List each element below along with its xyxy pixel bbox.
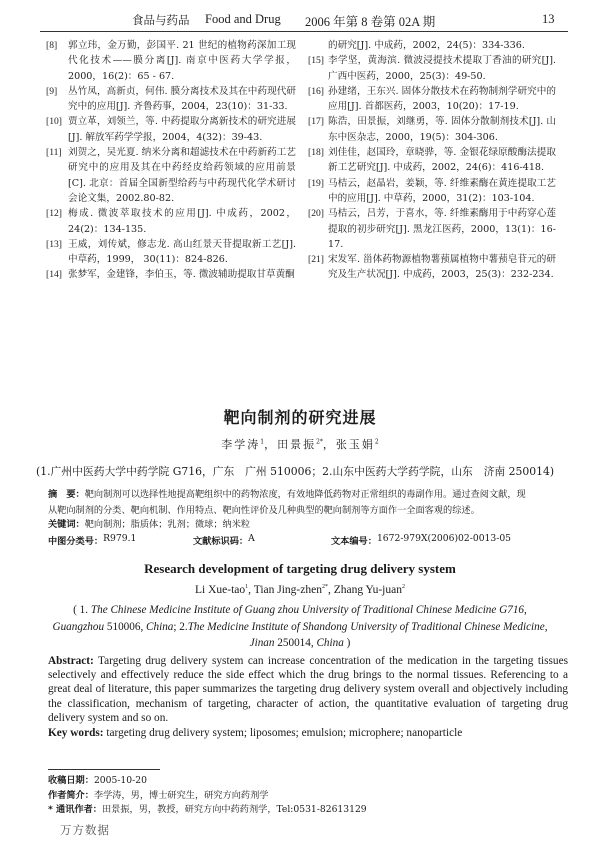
reference-item (48, 267, 296, 282)
author-bio-label: 作者简介： (48, 789, 94, 801)
author-affiliation-mark: 2 (401, 584, 405, 591)
reference-number: [14] (46, 269, 62, 281)
reference-number: [21] (308, 254, 324, 266)
reference-text: 马桔云，赵晶岩，姜颖，等. 纤维素酶在黄连提取工艺中的应用[J]. 中草药，2000，31(2)：103-104. (328, 177, 556, 204)
author-name: 田景振 (277, 438, 317, 451)
city-2: Jinan (249, 637, 275, 649)
doc-code: A (248, 533, 255, 544)
abstract-en (48, 654, 568, 725)
reference-text: 贾立革，刘领兰，等. 中药提取分离新技术的研究进展[J]. 解放军药学学报，2004，4(32)：39-43. (68, 116, 296, 143)
author-affiliation-mark: 2* (321, 584, 328, 591)
reference-text: 宋发军. 甾体药物源植物薯蓣属植物中薯蓣皂苷元的研究及生产状况[J]. 中成药，2003，25(3)：232-234. (328, 254, 556, 281)
reference-item (48, 206, 296, 237)
reference-number: [10] (46, 116, 62, 128)
abstract-cn (48, 487, 568, 518)
abstract-cn-label: 摘 要： (48, 489, 85, 500)
corresponding-author: 田景振，男，教授，研究方向中药药剂学，Tel:0531-82613129 (101, 804, 367, 815)
abstract-en-label: Abstract: (48, 655, 94, 667)
page-number: 13 (542, 12, 555, 26)
authors-en (0, 584, 600, 596)
reference-text: 丛竹凤，高新贞，何伟. 膜分离技术及其在中药现代研究中的应用[J]. 齐鲁药事，2004，23(10)：31-33. (68, 85, 296, 113)
reference-item (48, 38, 296, 84)
author-name: Zhang Yu-juan (333, 584, 402, 596)
article-number-label: 文本编号： (331, 536, 377, 547)
reference-text: 梅成. 微波萃取技术的应用[J]. 中成药，2002，24(2)：134-135. (68, 208, 296, 235)
journal-name-cn: 食品与药品 (132, 13, 190, 27)
footnotes (48, 774, 568, 818)
affiliation-cn: (1.广州中医药大学中药学院 G716，广东 广州 510006；2.山东中医药大学药学院，山东 济南 250014) (36, 465, 555, 478)
article-number: 1672-979X(2006)02-0013-05 (376, 533, 512, 544)
reference-number: [17] (308, 116, 324, 128)
reference-text: 刘贺之，吴光夏. 纳米分离和超滤技术在中药新药工艺研究中的应用及其在中药经皮给药领域的应用前景[C]. 北京：首届全国新型给药与中药现代化学术研讨会论文集，2002.80-82. (68, 147, 296, 204)
running-header (40, 10, 560, 38)
institution-1: The Chinese Medicine Institute of Guang zhou University of Traditional Chinese Medicine G716, (90, 604, 527, 616)
author-bio-row (48, 789, 568, 804)
author-name: 张玉娟 (335, 438, 375, 451)
journal-name-en: Food and Drug (205, 12, 281, 26)
author-separator: ， (322, 438, 336, 451)
reference-item (308, 53, 556, 84)
reference-number: [8] (46, 40, 58, 51)
author-separator: , (327, 584, 334, 596)
country-2: China (316, 637, 344, 649)
reference-item (48, 145, 296, 206)
reference-text: 陈浩，田景振，刘继勇，等. 固体分散制剂技术[J]. 山东中医杂志，2000，19(5)：304-306. (328, 116, 556, 143)
reference-text: 的研究[J]. 中成药，2002，24(5)：334-336. (328, 40, 525, 51)
received-date-row (48, 774, 568, 789)
author-name: Li Xue-tao (195, 584, 246, 596)
reference-item (308, 38, 556, 53)
affiliation-open-paren: ( 1. (73, 604, 91, 616)
keywords-en-text: targeting drug delivery system; liposomes; emulsion; microphere; nanoparticle (106, 727, 463, 739)
author-bio: 李学涛，男，博士研究生，研究方向药剂学 (93, 789, 269, 801)
corresponding-label: * 通讯作者： (48, 804, 102, 815)
footnote-divider (48, 769, 160, 770)
reference-item (48, 84, 296, 115)
keywords-cn-label: 关键词： (48, 519, 85, 530)
abstract-en-text: Targeting drug delivery system can increase concentration of the medication in the targeting tissues selectively and effectively reduce the side effect which the drug brings to the normal tissues. Referencing to a great deal of literature, this paper summarizes the targeting drug delivery system overall and objectively including the classification, mechanism of targeting, character of action, the quantitative evaluation of targeting drug delivery system and so on. (48, 655, 568, 724)
author-name: Tian Jing-zhen (253, 584, 322, 596)
header-divider (40, 31, 568, 32)
article-title-cn: 靶向制剂的研究进展 (223, 408, 377, 427)
keywords-en-label: Key words: (48, 727, 104, 739)
reference-number: [11] (46, 147, 62, 159)
zip-2: 250014, (274, 637, 317, 649)
reference-number: [20] (308, 208, 324, 220)
received-label: 收稿日期： (48, 775, 94, 786)
corresponding-author-row (48, 803, 568, 818)
reference-number: [16] (308, 85, 324, 97)
institution-2: The Medicine Institute of Shandong University of Traditional Chinese Medicine, (187, 620, 548, 633)
reference-item (308, 114, 556, 145)
keywords-cn-text: 靶向制剂；脂质体；乳剂；微球；纳米粒 (84, 519, 251, 530)
reference-item (48, 237, 296, 268)
reference-text: 马桔云，吕芳，于喜水，等. 纤维素酶用于中药穿心莲提取的初步研究[J]. 黑龙江医药，2000，13(1)：16-17. (328, 208, 556, 250)
reference-item (308, 84, 556, 115)
doc-code-label: 文献标识码： (193, 536, 249, 547)
references-right-column (308, 38, 556, 283)
author-affiliation-mark: 1 (260, 438, 265, 446)
author-separator: , (248, 584, 254, 596)
article-title-en: Research development of targeting drug delivery system (144, 561, 456, 576)
reference-item (308, 206, 556, 252)
affiliation-close-paren: ) (343, 637, 351, 649)
reference-item (308, 176, 556, 207)
keywords-en (48, 726, 568, 740)
reference-item (308, 145, 556, 176)
keywords-cn (48, 517, 568, 533)
reference-text: 王威，刘传斌，修志龙. 高山红景天苷提取新工艺[J]. 中草药，1999， 30(11)：824-826. (68, 238, 296, 266)
reference-text: 刘佳佳，赵国玲，章晓骅，等. 金银花绿原酸酶法提取新工艺研究[J]. 中成药，2002，24(6)：416-418. (328, 147, 556, 174)
abstract-cn-text-line1: 靶向制剂可以选择性地提高靶组织中的药物浓度，有效地降低药物对正常组织的毒副作用。通过查阅文献，现 (84, 489, 526, 500)
author-affiliation-mark: 2* (316, 438, 323, 446)
affiliation-separator: ; 2. (173, 620, 188, 633)
received-date: 2005-10-20 (93, 775, 147, 786)
references-left-column (48, 38, 296, 283)
author-affiliation-mark: 1 (245, 584, 249, 591)
reference-text: 张梦军，金建锋，李伯玉，等. 微波辅助提取甘草黄酮 (68, 269, 295, 281)
authors-cn (0, 436, 600, 452)
reference-number: [19] (308, 177, 324, 189)
affiliation-en (30, 602, 570, 652)
classification-code: R979.1 (103, 533, 137, 544)
author-separator: ， (264, 438, 278, 451)
reference-text: 孙建绪，王东兴. 固体分散技术在药物制剂学研究中的应用[J]. 首都医药，2003，10(20)：17-19. (328, 85, 556, 113)
zip-1: 510006, (104, 620, 147, 633)
watermark: 万方数据 (60, 823, 110, 837)
author-affiliation-mark: 2 (374, 438, 379, 446)
reference-number: [12] (46, 208, 62, 220)
reference-text: 李学坚，黄海滨. 微波浸提技术提取丁香油的研究[J]. 广西中医药，2000，25(3)：49-50. (328, 55, 556, 82)
country-1: China (146, 620, 174, 633)
reference-item (48, 114, 296, 145)
reference-text: 郭立玮，金万勤，彭国平. 21 世纪的植物药深加工现代化技术——膜分离[J]. 南京中医药大学学报，2000，16(2)：65 - 67. (68, 40, 296, 82)
city-1: Guangzhou (52, 620, 105, 633)
abstract-cn-text-line2: 从靶向制剂的分类、靶向机制、作用特点、靶向性评价及几种典型的靶向制剂等方面作一全面客观的综述。 (48, 504, 480, 516)
reference-number: [9] (46, 85, 58, 97)
reference-number: [15] (308, 55, 324, 67)
author-name: 李学涛 (221, 438, 261, 451)
reference-number: [13] (46, 238, 62, 250)
reference-item (308, 252, 556, 283)
reference-number: [18] (308, 147, 324, 159)
issue-info: 2006 年第 8 卷第 02A 期 (305, 15, 436, 29)
classification-label: 中图分类号： (48, 536, 104, 547)
